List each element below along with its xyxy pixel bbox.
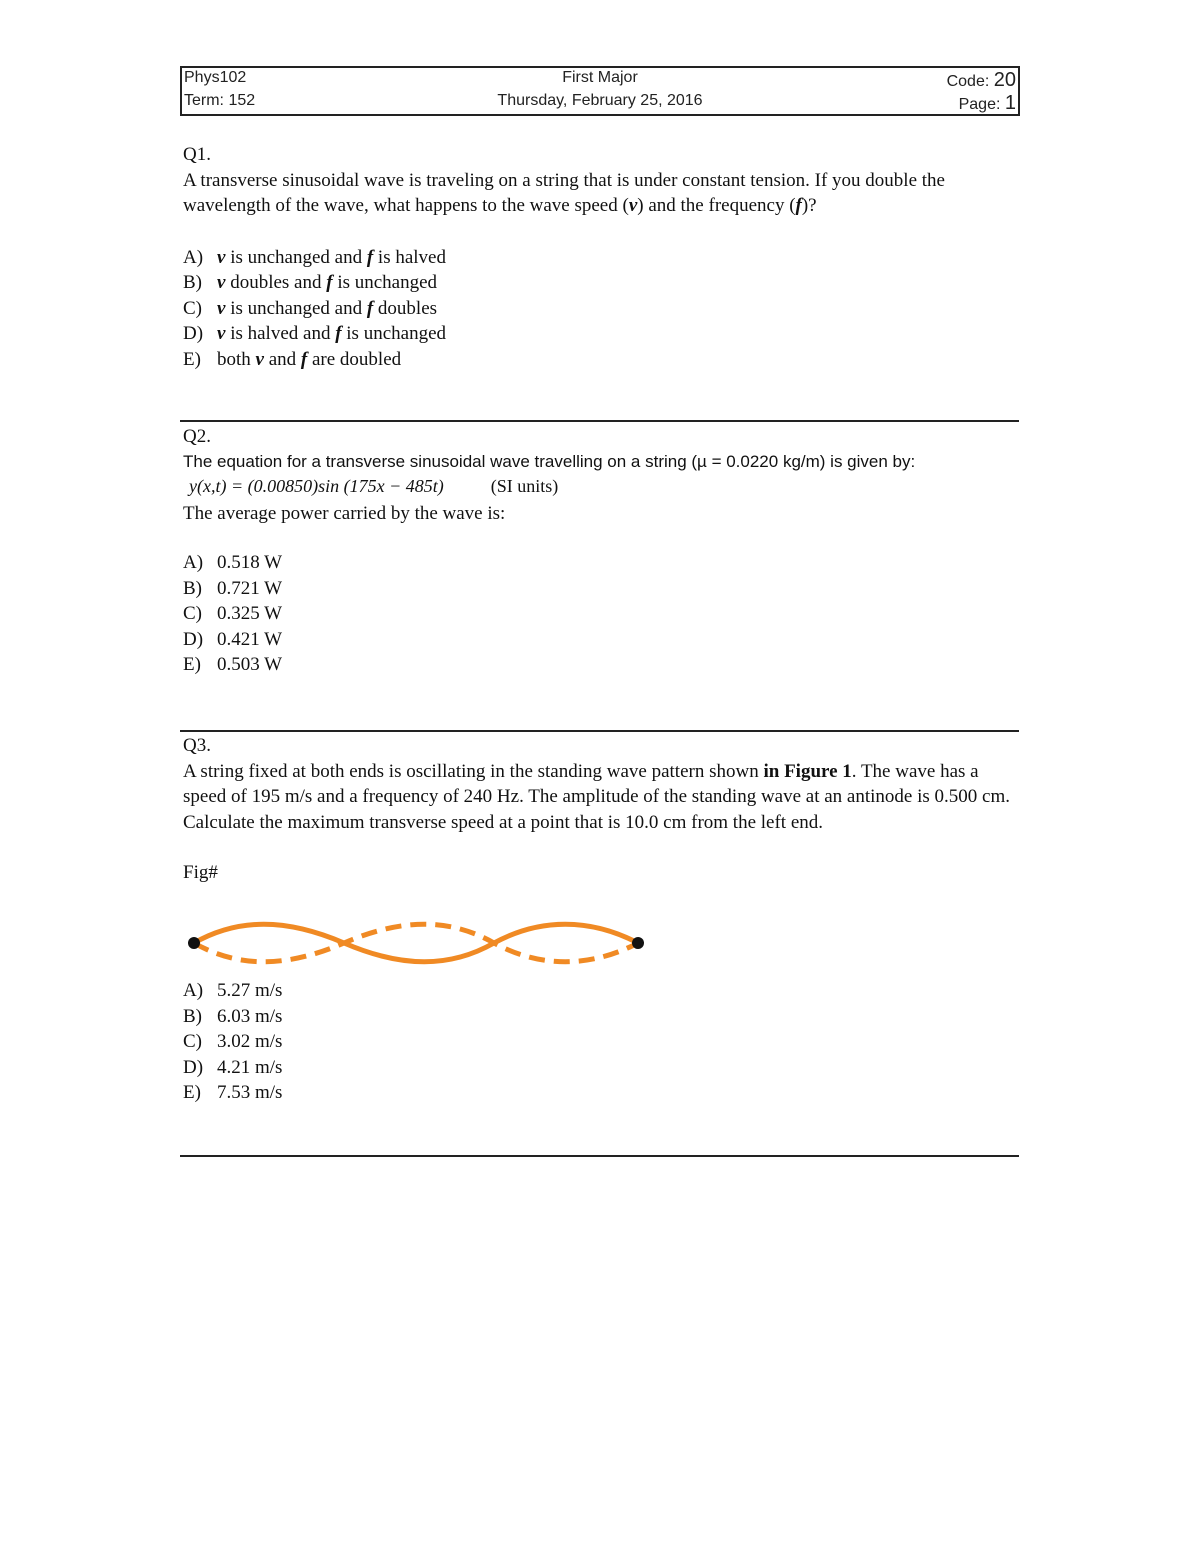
option-letter: E) <box>183 348 201 370</box>
option-letter: B) <box>183 577 202 599</box>
answer-option <box>183 270 1017 296</box>
option-value: 7.53 m/s <box>217 1082 283 1103</box>
question-2 <box>183 424 1017 678</box>
var-v: v <box>217 246 226 268</box>
var-f: f <box>335 323 342 344</box>
question-2-text: The equation for a transverse sinusoidal wave travelling on a string (µ = 0.0220 kg/m) is given by: <box>183 451 916 471</box>
standing-wave-figure <box>180 912 650 974</box>
question-1-label: Q1. <box>183 144 211 165</box>
option-letter: E) <box>183 1082 201 1103</box>
option-letter: E) <box>183 654 201 675</box>
wave-equation <box>183 474 1017 498</box>
answer-option <box>183 1055 1017 1081</box>
option-letter: C) <box>183 1031 202 1052</box>
var-f: f <box>366 297 374 319</box>
option-text: both <box>217 348 256 370</box>
option-value: 6.03 m/s <box>217 1005 283 1027</box>
exam-date: Thursday, February 25, 2016 <box>497 92 703 109</box>
answer-option <box>183 245 1017 271</box>
option-text: doubles and <box>225 272 327 293</box>
equation-text: y(x,t) = (0.00850)sin (175x − 485t) <box>189 475 444 496</box>
option-letter: B) <box>183 272 202 293</box>
wave-dashed-curve <box>194 924 638 962</box>
question-1-text <box>183 168 1017 219</box>
option-letter: C) <box>183 603 202 624</box>
left-fixed-end <box>188 937 200 949</box>
separator <box>180 420 1019 422</box>
question-2-prompt: The average power carried by the wave is: <box>183 502 506 524</box>
q1-var-f: f <box>795 195 802 216</box>
option-value: 0.721 W <box>217 577 283 599</box>
term: Term: 152 <box>184 92 256 109</box>
question-1-options <box>183 245 1017 373</box>
option-value: 5.27 m/s <box>217 980 283 1001</box>
answer-option <box>183 1080 1017 1106</box>
answer-option <box>183 576 1017 602</box>
option-letter: C) <box>183 297 202 319</box>
var-f: f <box>300 348 308 370</box>
answer-option <box>183 601 1017 627</box>
var-v: v <box>255 348 264 370</box>
option-letter: A) <box>183 246 204 268</box>
option-letter: A) <box>183 980 204 1001</box>
page-number <box>959 92 1016 115</box>
code-value: 20 <box>993 69 1016 91</box>
option-value: 0.503 W <box>217 654 283 675</box>
exam-header <box>180 66 1020 116</box>
option-text: is unchanged and <box>225 297 367 319</box>
option-text: is halved <box>373 246 446 268</box>
option-value: 0.325 W <box>217 603 283 624</box>
option-value: 3.02 m/s <box>217 1031 283 1052</box>
page-label: Page: <box>958 96 1001 113</box>
question-3-text <box>183 759 1017 836</box>
course-name: Phys102 <box>184 69 247 86</box>
option-letter: D) <box>183 323 204 344</box>
question-3-options <box>183 978 1017 1106</box>
q3-text-part: A string fixed at both ends is oscillating in the standing wave pattern shown <box>183 760 764 782</box>
wave-solid-curve <box>194 924 638 962</box>
answer-option <box>183 296 1017 322</box>
option-value: 0.518 W <box>217 552 283 573</box>
q1-text-part: ) and the frequency ( <box>637 195 796 216</box>
var-v: v <box>217 272 226 293</box>
answer-option <box>183 627 1017 653</box>
option-letter: D) <box>183 628 204 650</box>
option-text: is unchanged <box>332 272 438 293</box>
option-text: is halved and <box>225 323 336 344</box>
option-text: doubles <box>373 297 438 319</box>
answer-option <box>183 321 1017 347</box>
question-2-options <box>183 550 1017 678</box>
answer-option <box>183 347 1017 373</box>
option-text: is unchanged and <box>225 246 367 268</box>
var-f: f <box>326 272 333 293</box>
question-2-label: Q2. <box>183 426 211 447</box>
exam-title: First Major <box>562 69 638 86</box>
answer-option <box>183 652 1017 678</box>
page-value: 1 <box>1004 92 1016 114</box>
var-v: v <box>217 323 226 344</box>
answer-option <box>183 550 1017 576</box>
option-text: are doubled <box>307 348 402 370</box>
q3-text-part: . The wave has a speed of 195 m/s and a frequency of 240 Hz. The amplitude of the standing wave at an antinode is 0.500 cm. Calculate the maximum transverse speed at a point that is 10.0 cm from the left end. <box>183 760 1010 833</box>
option-text: and <box>263 348 301 370</box>
answer-option <box>183 978 1017 1004</box>
q1-text-part: )? <box>801 195 817 216</box>
code-label: Code: <box>946 73 990 90</box>
exam-code <box>947 69 1016 92</box>
question-3-answers <box>183 978 1017 1106</box>
q1-text-part: A transverse sinusoidal wave is traveling on a string that is under constant tension. If you double the wavelength of the wave, what happens to the wave speed ( <box>183 169 945 216</box>
var-f: f <box>366 246 374 268</box>
separator <box>180 1155 1019 1157</box>
right-fixed-end <box>632 937 644 949</box>
figure-label: Fig# <box>183 862 218 883</box>
option-letter: A) <box>183 552 204 573</box>
var-v: v <box>217 297 226 319</box>
question-3-label: Q3. <box>183 735 211 756</box>
option-letter: B) <box>183 1005 202 1027</box>
option-text: is unchanged <box>341 323 447 344</box>
question-1 <box>183 142 1017 372</box>
equation-units: (SI units) <box>490 475 559 496</box>
answer-option <box>183 1004 1017 1030</box>
option-letter: D) <box>183 1056 204 1078</box>
figure-reference: in Figure 1 <box>763 760 852 782</box>
q1-var-v: v <box>628 195 638 216</box>
separator <box>180 730 1019 732</box>
option-value: 0.421 W <box>217 628 283 650</box>
answer-option <box>183 1029 1017 1055</box>
option-value: 4.21 m/s <box>217 1056 283 1078</box>
question-3 <box>183 733 1017 886</box>
